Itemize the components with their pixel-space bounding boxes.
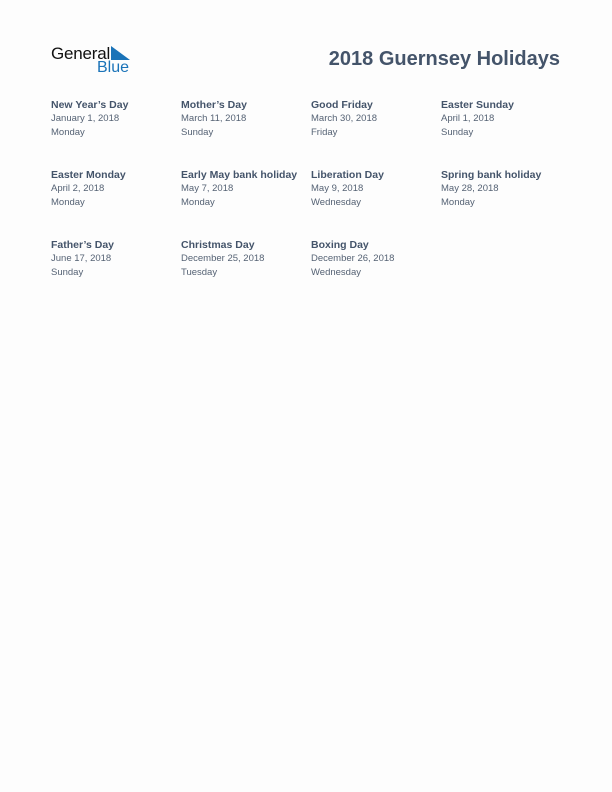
- holiday-name: New Year’s Day: [51, 99, 129, 111]
- holiday-item: [51, 238, 181, 308]
- holiday-date: December 25, 2018: [181, 253, 265, 264]
- holiday-name: Early May bank holiday: [181, 169, 298, 181]
- holiday-weekday: Monday: [441, 197, 475, 208]
- holiday-date: March 30, 2018: [311, 113, 378, 124]
- holiday-item: [311, 238, 441, 308]
- holiday-name: Liberation Day: [311, 169, 384, 181]
- holiday-date: May 9, 2018: [311, 183, 364, 194]
- holiday-name: Easter Sunday: [441, 99, 514, 111]
- holiday-item: [51, 98, 181, 168]
- holiday-date: January 1, 2018: [51, 113, 120, 124]
- holiday-weekday: Sunday: [181, 127, 214, 138]
- holiday-weekday: Tuesday: [181, 267, 218, 278]
- holiday-date: April 1, 2018: [441, 113, 495, 124]
- holiday-weekday: Sunday: [51, 267, 84, 278]
- holiday-item: [441, 98, 571, 168]
- holiday-item: [441, 168, 571, 238]
- holiday-weekday: Monday: [51, 127, 85, 138]
- holiday-weekday: Wednesday: [311, 197, 361, 208]
- holiday-name: Father’s Day: [51, 239, 115, 251]
- brand-logo-word-general: General: [51, 44, 111, 63]
- holiday-date: April 2, 2018: [51, 183, 105, 194]
- page-title: 2018 Guernsey Holidays: [328, 48, 560, 70]
- holiday-name: Spring bank holiday: [441, 169, 542, 181]
- holiday-date: May 28, 2018: [441, 183, 499, 194]
- holiday-item: [181, 168, 311, 238]
- holiday-weekday: Sunday: [441, 127, 474, 138]
- holiday-item: [51, 168, 181, 238]
- holiday-weekday: Wednesday: [311, 267, 361, 278]
- holiday-weekday: Monday: [51, 197, 85, 208]
- holiday-name: Christmas Day: [181, 239, 255, 251]
- holiday-name: Good Friday: [311, 99, 373, 111]
- holiday-grid: [51, 98, 571, 308]
- holiday-name: Mother’s Day: [181, 99, 247, 111]
- holiday-item: [181, 238, 311, 308]
- holiday-item: [311, 98, 441, 168]
- holiday-weekday: Monday: [181, 197, 215, 208]
- brand-logo: [51, 44, 141, 78]
- holiday-item: [181, 98, 311, 168]
- holiday-item: [311, 168, 441, 238]
- holiday-name: Easter Monday: [51, 169, 126, 181]
- holiday-date: May 7, 2018: [181, 183, 234, 194]
- holiday-date: March 11, 2018: [181, 113, 247, 124]
- brand-logo-word-blue: Blue: [97, 59, 130, 76]
- holiday-name: Boxing Day: [311, 239, 369, 251]
- holiday-weekday: Friday: [311, 127, 338, 138]
- holiday-date: December 26, 2018: [311, 253, 395, 264]
- holiday-date: June 17, 2018: [51, 253, 112, 264]
